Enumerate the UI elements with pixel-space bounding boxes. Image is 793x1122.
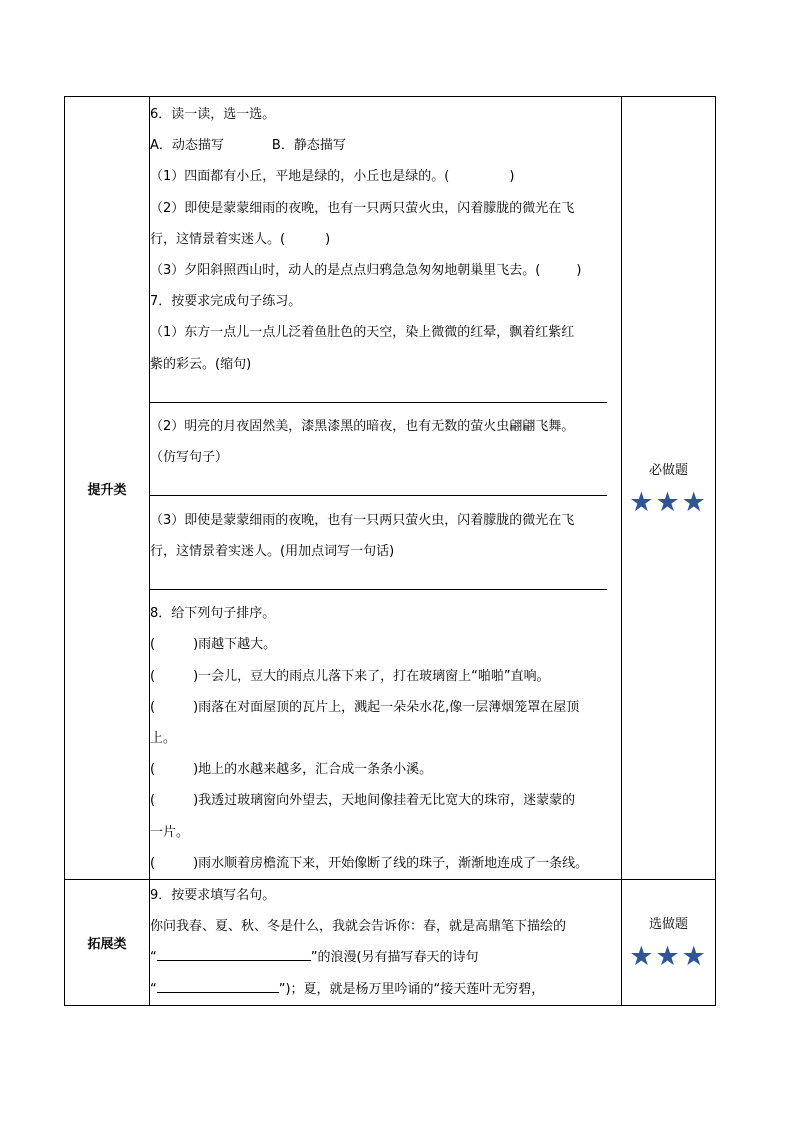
star-rating-icon: ★★★ [629,486,708,518]
answer-line-1[interactable] [150,380,621,411]
q9-line-2 [150,942,621,973]
q7-sentence-3a: （3）即使是蒙蒙细雨的夜晚，也有一只两只萤火虫，闪着朦胧的微光在飞 [150,512,575,528]
q8-item-close: ) [193,762,199,778]
q6-s3-text: （3）夕阳斜照西山时，动人的是点点归鸦急急匆匆地朝巢里飞去。( [150,263,541,279]
q8-item-text: 一会儿，豆大的雨点儿落下来了，打在玻璃窗上“啪啪”直响。 [198,668,550,684]
q8-item-text: 雨水顺着房檐流下来，开始像断了线的珠子，渐渐地连成了一条线。 [198,855,589,871]
content-cell [150,97,622,880]
q6-options [150,130,621,161]
category-cell [65,97,150,880]
q8-item-open: ( [150,637,156,653]
content-cell [150,880,622,1006]
q9-quote-open: “ [150,981,157,997]
q9-line-3-text: ”)；夏，就是杨万里吟诵的“接天莲叶无穷碧， [278,981,545,997]
category-cell [65,880,150,1006]
q6-title: 6．读一读，选一选。 [150,107,276,122]
q8-item-5 [150,785,621,816]
q8-item-open: ( [150,762,156,778]
difficulty-cell [622,880,716,1006]
q8-item-3 [150,692,621,723]
q8-item-2 [150,661,621,692]
q6-s1-close: ) [509,169,515,185]
q6-s2-text: 行，这情景着实迷人。( [150,231,286,247]
q8-item-text: 雨越下越大。 [198,637,277,653]
row-extend [65,880,716,1006]
q8-item-open: ( [150,855,156,871]
q8-item-close: ) [193,668,199,684]
q7-sentence-3b: 行，这情景着实迷人。(用加点词写一句话) [150,543,395,559]
optional-label: 选做题 [648,916,688,932]
q8-item-5-cont: 一片。 [150,824,190,840]
category-label: 提升类 [87,482,127,498]
q6-s1-text: （1）四面都有小丘，平地是绿的，小丘也是绿的。( [150,169,450,185]
q8-item-text: 我透过玻璃窗向外望去，天地间像挂着无比宽大的珠帘，迷蒙蒙的 [198,793,576,809]
q8-item-close: ) [193,637,199,653]
q6-option-b: B．静态描写 [271,138,346,154]
answer-line-3[interactable] [150,567,621,598]
q8-item-close: ) [193,855,199,871]
q9-line-1: 你问我春、夏、秋、冬是什么，我就会告诉你：春，就是高鼎笔下描绘的 [150,919,567,935]
q8-title: 8．给下列句子排序。 [150,606,276,622]
q9-quote-open: “ [150,950,157,966]
fill-blank-2[interactable] [157,982,279,993]
q9-line-3 [150,974,621,1005]
required-label: 必做题 [648,462,688,478]
q7-sentence-1a: （1）东方一点儿一点儿泛着鱼肚色的天空，染上微微的红晕，飘着红紫红 [150,325,575,341]
q8-item-text: 雨落在对面屋顶的瓦片上，溅起一朵朵水花,像一层薄烟笼罩在屋顶 [198,699,580,715]
q8-item-close: ) [193,699,199,715]
q8-item-open: ( [150,793,156,809]
worksheet-table [64,96,716,1006]
row-improve [65,97,716,880]
q9-line-2-text: ”的浪漫(另有描写春天的诗句 [310,950,479,966]
q9-title: 9．按要求填写名句。 [150,888,276,904]
q6-sentence-3 [150,255,621,286]
q6-sentence-1 [150,161,621,192]
q7-sentence-2a: （2）明亮的月夜固然美，漆黑漆黑的暗夜，也有无数的萤火虫翩翩飞舞。 [150,419,575,435]
answer-line-2[interactable] [150,473,621,504]
q7-title: 7．按要求完成句子练习。 [150,294,302,310]
star-rating-icon: ★★★ [629,940,708,972]
difficulty-cell [622,97,716,880]
q7-sentence-1b: 紫的彩云。(缩句) [150,356,252,372]
q6-option-a: A．动态描写 [150,138,224,154]
q8-item-3-cont: 上。 [150,731,177,747]
q6-s2-close: ) [325,231,331,247]
q8-item-4 [150,754,621,785]
q8-item-close: ) [193,793,199,809]
q6-sentence-2a: （2）即使是蒙蒙细雨的夜晚，也有一只两只萤火虫，闪着朦胧的微光在飞 [150,200,575,216]
q8-item-open: ( [150,668,156,684]
q6-s3-close: ) [576,263,582,279]
category-label: 拓展类 [87,936,127,952]
q7-sentence-2b: （仿写句子） [150,450,229,466]
q8-item-6 [150,848,621,879]
q8-item-text: 地上的水越来越多，汇合成一条条小溪。 [198,762,433,778]
q6-sentence-2b [150,224,621,255]
q8-item-open: ( [150,699,156,715]
fill-blank-1[interactable] [157,950,311,961]
q8-item-1 [150,629,621,660]
